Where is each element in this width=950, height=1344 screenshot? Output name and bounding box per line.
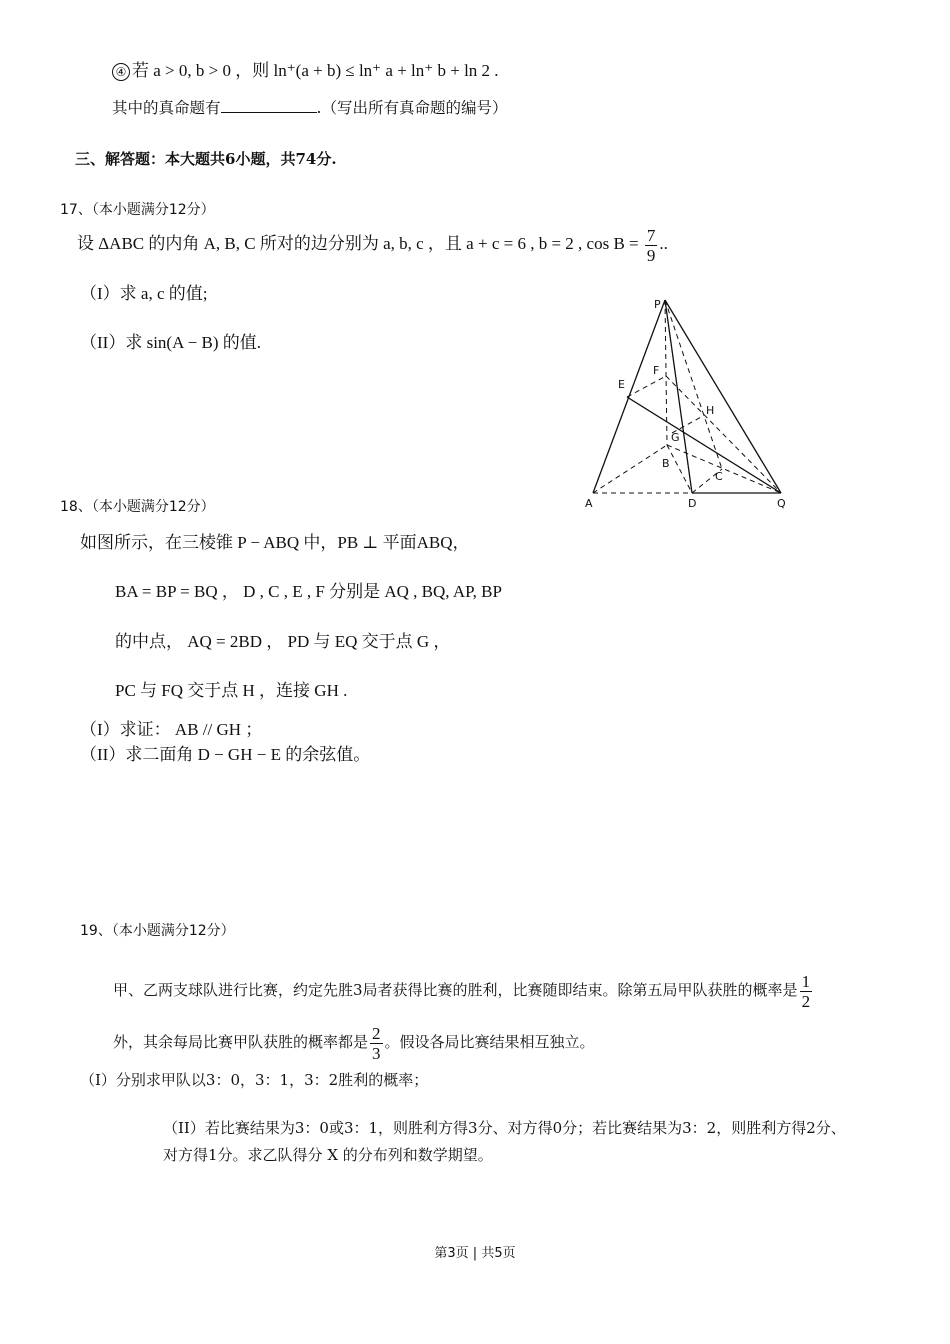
- label-B: B: [662, 457, 670, 470]
- label-Q: Q: [777, 497, 786, 510]
- q18-line1: 如图所示，在三棱锥 P − ABQ 中，PB ⊥ 平面ABQ，: [80, 533, 470, 552]
- label-D: D: [688, 497, 697, 510]
- q17-stem-text: 设 ΔABC 的内角 A, B, C 所对的边分别为 a, b, c ，且 a + c = 6 , b = 2 , cos B =: [77, 234, 639, 253]
- page-footer: 第3页 | 共5页: [434, 1246, 516, 1261]
- q17-part2: （II）求 sin(A − B) 的值.: [80, 333, 261, 352]
- q16-item4-text: 若 a > 0, b > 0 ，则 ln⁺(a + b) ≤ ln⁺ a + ln⁺ b + ln 2 .: [132, 61, 499, 80]
- q19-line2: [113, 1020, 595, 1064]
- q19-header: 19、（本小题满分12分）: [80, 923, 235, 939]
- q18-line3: 的中点， AQ = 2BD ， PD 与 EQ 交于点 G ，: [115, 632, 451, 651]
- q16-answer-blank[interactable]: [221, 98, 317, 113]
- q19-line1-text: 甲、乙两支球队进行比赛，约定先胜3局者获得比赛的胜利，比赛随即结束。除第五局甲队获胜的概率是: [113, 981, 798, 999]
- q19-frac2-numerator: 2: [372, 1023, 381, 1043]
- q19-line1: [113, 968, 814, 1012]
- q18-part1: （I）求证： AB // GH ；: [80, 720, 263, 739]
- edge-PQ: [665, 300, 781, 493]
- pyramid-figure: [578, 292, 803, 514]
- q19-part2-line2: 对方得1分。求乙队得分 X 的分布列和数学期望。: [163, 1146, 493, 1164]
- section3-heading: 三、解答题：本大题共6小题，共74分.: [75, 150, 337, 168]
- q19-frac1-numerator: 1: [801, 971, 811, 991]
- q19-fraction-half: [800, 972, 813, 1011]
- label-F: F: [653, 364, 660, 377]
- label-P: P: [654, 298, 661, 311]
- q17-cos-fraction: [645, 226, 658, 265]
- edge-EQ: [627, 397, 781, 493]
- label-E: E: [618, 378, 625, 391]
- q16-fill-line: [112, 97, 507, 119]
- edge-PA: [593, 300, 665, 493]
- q19-frac1-denominator: 2: [801, 991, 811, 1011]
- q16-fill-suffix: .（写出所有真命题的编号）: [316, 99, 508, 117]
- q16-fill-prefix: 其中的真命题有: [112, 99, 221, 117]
- q19-frac2-denominator: 3: [372, 1043, 381, 1063]
- q19-line2-post: 。假设各局比赛结果相互独立。: [384, 1033, 595, 1051]
- edge-BQ: [667, 445, 781, 493]
- label-A: A: [585, 497, 593, 510]
- q19-fraction-two-thirds: [370, 1024, 383, 1063]
- q18-part2: （II）求二面角 D − GH − E 的余弦值。: [80, 745, 371, 764]
- edge-AB: [593, 445, 667, 493]
- q18-line2: BA = BP = BQ ， D , C , E , F 分别是 AQ , BQ, AP, BP: [115, 582, 502, 601]
- q18-header: 18、（本小题满分12分）: [60, 499, 215, 515]
- q17-stem-end: ..: [659, 234, 668, 253]
- q18-line4: PC 与 FQ 交于点 H ，连接 GH .: [115, 681, 348, 700]
- q19-part1: （I）分别求甲队以3：0，3：1，3：2胜利的概率；: [80, 1071, 429, 1089]
- label-G: G: [671, 431, 680, 444]
- q16-item4-number: ④: [112, 63, 130, 81]
- label-C: C: [715, 470, 723, 483]
- q17-part1: （I）求 a, c 的值;: [80, 284, 208, 303]
- label-H: H: [706, 404, 715, 417]
- q19-line2-pre: 外，其余每局比赛甲队获胜的概率都是: [113, 1033, 369, 1051]
- q19-part2-line1: （II）若比赛结果为3：0或3：1，则胜利方得3分、对方得0分；若比赛结果为3：2，则胜利方得2分、: [163, 1119, 846, 1137]
- q17-cos-numerator: 7: [646, 225, 656, 245]
- q17-stem: [77, 225, 668, 265]
- q17-cos-denominator: 9: [646, 245, 656, 265]
- edge-PB: [665, 300, 667, 445]
- q16-item4: [112, 60, 499, 82]
- q17-header: 17、（本小题满分12分）: [60, 202, 215, 218]
